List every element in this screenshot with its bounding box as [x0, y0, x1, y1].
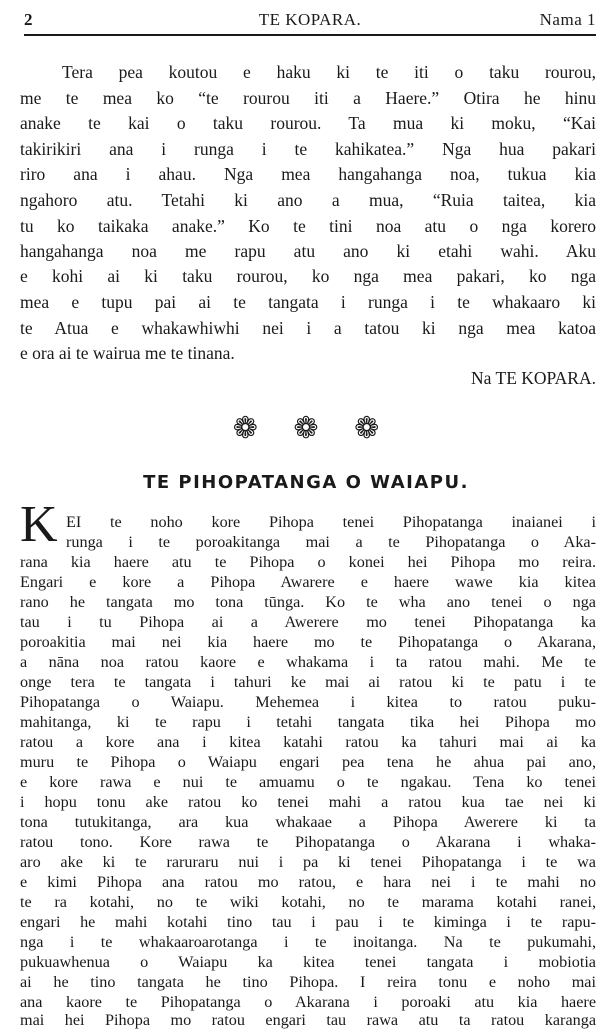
text-line: a nāna noa ratou kaore e whakama i ta ratou mahi. Me te	[20, 653, 596, 671]
text-line: rano he tangata mo tona tūnga. Ko te wha ano tenei o nga	[20, 593, 596, 611]
text-line: mea e tupu pai ai te tangata i runga i te whakaaro ki	[20, 292, 596, 312]
article-title: TE PIHOPATANGA O WAIAPU.	[143, 472, 469, 493]
text-line: takirikiri ana i runga i te kahikatea.” Nga hua pakari	[20, 139, 596, 159]
text-line: ai he tino tangata he tino Pihopa. I reira tonu e noho mai	[20, 973, 596, 991]
page-number: 2	[24, 10, 33, 29]
text-line: Pihopatanga o Waiapu. Mehemea i kitea to ratou puku-	[20, 693, 596, 711]
text-line: e ora ai te wairua me te tinana.	[20, 343, 235, 363]
text-line: te ra kotahi, no te wiki kotahi, no te marama kotahi ranei,	[20, 893, 596, 911]
text-line: me te mea ko “te rourou iti a Haere.” Otira he hinu	[20, 88, 596, 108]
text-line: rana kia haere atu te Pihopa o konei hei Pihopa mo reira.	[20, 553, 596, 571]
text-line: tona tutukitanga, ara kua whakaae a Pihopa Awerere ki ta	[20, 813, 596, 831]
flower-ornament-icon: ❁	[293, 412, 319, 445]
text-line: ngahoro atu. Tetahi ki ano a mua, “Ruia taitea, kia	[20, 190, 596, 210]
text-line: i hopu tonu ake ratou ko tenei mahi a ratou kua tae nei ki	[20, 793, 596, 811]
page-header	[24, 8, 596, 36]
text-line: Engari e kore a Pihopa Awarere e haere wawe kia kitea	[20, 573, 596, 591]
text-line: ana kaore te Pihopatanga o Akarana i poroaki atu kia haere	[20, 993, 596, 1011]
text-line: hangahanga noa me rapu atu ano ki etahi wahi. Aku	[20, 241, 596, 261]
text-line: te Atua e whakawhiwhi nei i a tatou ki nga mea katoa	[20, 318, 596, 338]
text-line: pukuawhenua o Waiapu ka kitea tenei tangata i mobiotia	[20, 953, 596, 971]
flower-ornament-icon: ❁	[232, 412, 258, 445]
text-line: poroakitia mai nei kia haere mo te Pihopatanga o Akarana,	[20, 633, 596, 651]
text-line: tau i tu Pihopa ai a Awerere mo tenei Pihopatanga ka	[20, 613, 596, 631]
text-line: onge tera te tangata i tahuri ke mai ai ratou ki te patu i te	[20, 673, 596, 691]
text-line: EI te noho kore Pihopa tenei Pihopatanga inaianei i	[66, 513, 596, 531]
text-line: anake te kai o taku rourou. Ta mua ki moku, “Kai	[20, 113, 596, 133]
text-line: engari he mahi kotahi tino tau i pau i te kiminga i te rapu-	[20, 913, 596, 931]
text-line: e kimi Pihopa ana ratou mo ratou, e hara nei i te mahi no	[20, 873, 596, 891]
text-line: nga i te whakaaroarotanga i te inoitanga. Na te pukumahi,	[20, 933, 596, 951]
text-line: riro ana i ahau. Nga mea hangahanga noa, tukua kia	[20, 164, 596, 184]
text-line: tu ko taikaka anake.” Ko te tini noa atu o nga korero	[20, 216, 596, 236]
text-line: ratou tono. Kore rawa te Pihopatanga o Akarana i whaka-	[20, 833, 596, 851]
text-line: aro ake ki te raruraru nui i pa ki tenei Pihopatanga i te wa	[20, 853, 596, 871]
text-line: e kore rawa e nui te amuamu o te ngakau. Tena ko tenei	[20, 773, 596, 791]
signature: Na TE KOPARA.	[471, 368, 596, 388]
text-line: mahitanga, ki te rapu i tetahi tangata tika hei Pihopa mo	[20, 713, 596, 731]
text-line: runga i te poroakitanga mai a te Pihopatanga o Aka-	[66, 533, 596, 551]
text-line: Tera pea koutou e haku ki te iti o taku rourou,	[62, 62, 596, 82]
text-line: e kohi ai ki taku rourou, ko nga mea pakari, ko nga	[20, 266, 596, 286]
text-line: ratou a kore ana i kitea katahi ratou ka tahuri mai ai ka	[20, 733, 596, 751]
drop-cap: K	[20, 496, 58, 553]
issue-number: Nama 1	[539, 10, 596, 29]
flower-ornament-icon: ❁	[354, 412, 380, 445]
ornament-row	[0, 412, 612, 446]
running-title: TE KOPARA.	[258, 10, 362, 29]
text-line: mai hei Pihopa mo ratou engari tau rawa atu ta ratou karanga	[20, 1011, 596, 1029]
text-line: muru te Pihopa o Waiapu engari pea tena he ahua pai ano,	[20, 753, 596, 771]
